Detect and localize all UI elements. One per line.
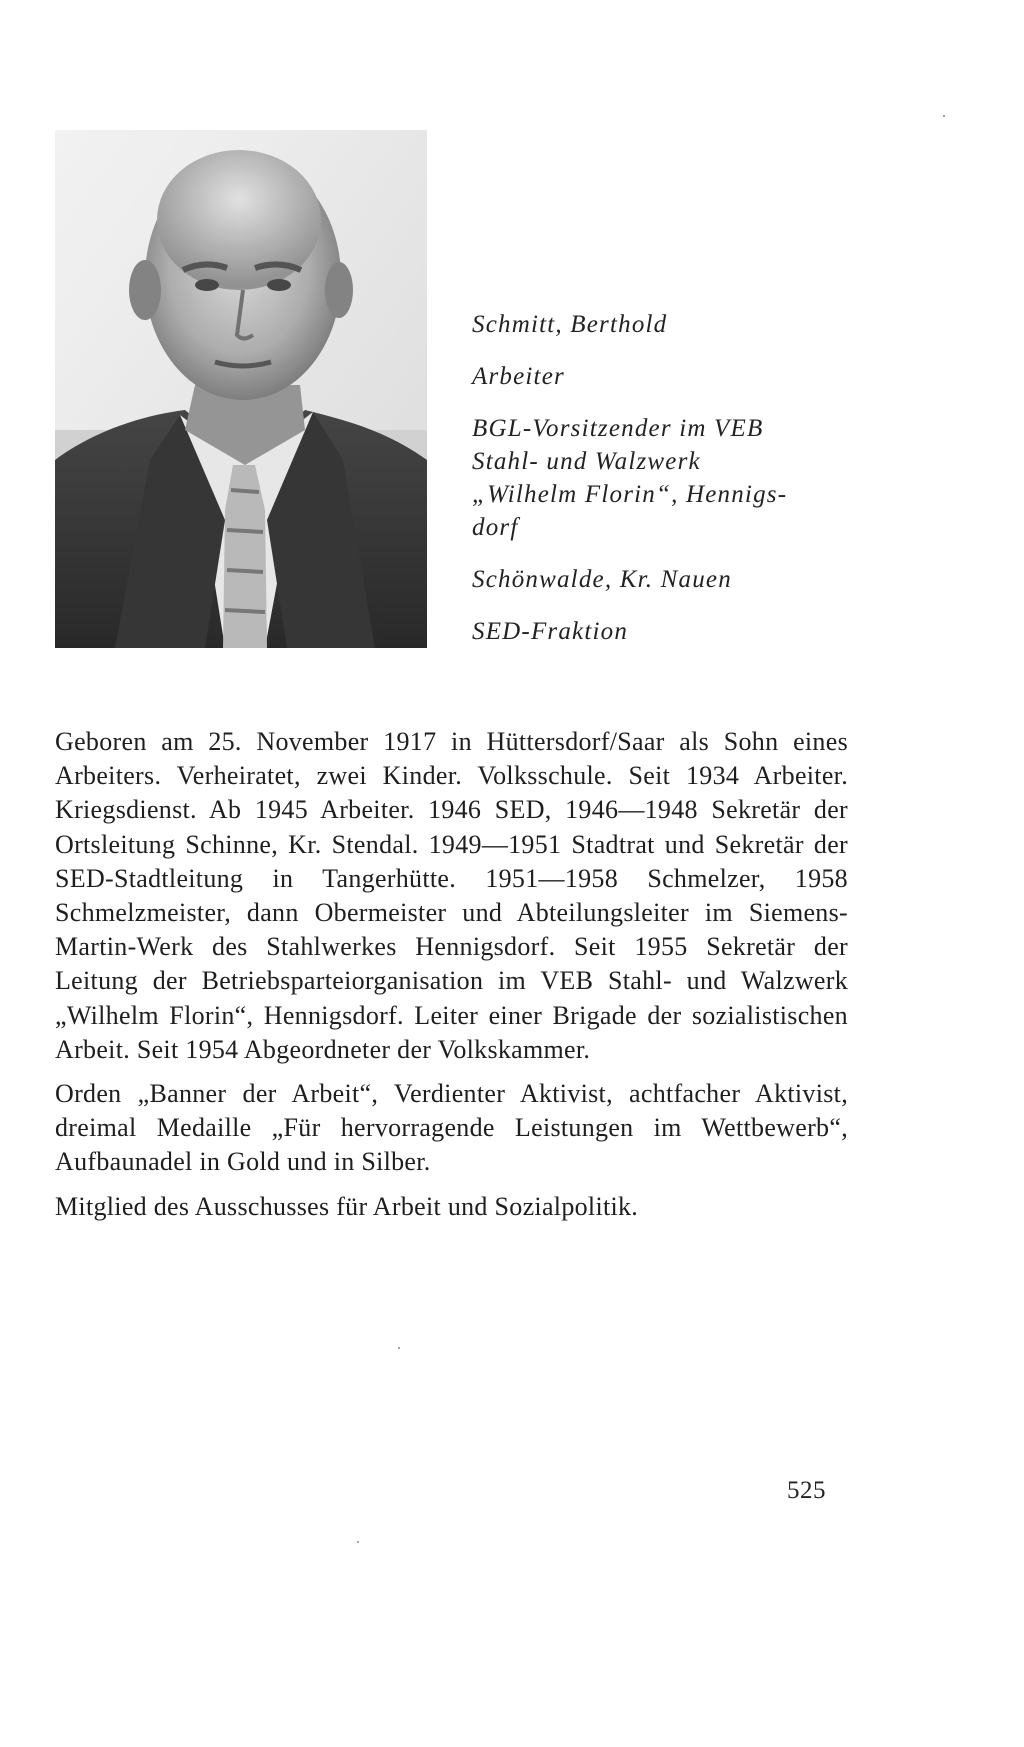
- portrait-photo: [55, 130, 427, 648]
- print-speck: [398, 1347, 400, 1349]
- print-speck: [943, 115, 945, 117]
- print-speck: [357, 1541, 359, 1543]
- person-residence: Schönwalde, Kr. Nauen: [472, 566, 732, 593]
- awards-paragraph: Orden „Banner der Arbeit“, Verdienter Aktivist, achtfacher Aktivist, dreimal Medaille „Für hervorragende Leistungen im Wettbewerb“, Aufbaunadel in Gold und in Silber.: [55, 1079, 848, 1177]
- position-line: „Wilhelm Florin“, Hennigs-: [472, 481, 788, 508]
- person-occupation: Arbeiter: [472, 363, 565, 390]
- committee-paragraph: Mitglied des Ausschusses für Arbeit und Sozialpolitik.: [55, 1191, 639, 1221]
- biography-paragraph: Geboren am 25. November 1917 in Hüttersdorf/Saar als Sohn eines Arbeiters. Verheiratet, zwei Kinder. Volksschule. Seit 1934 Arbeiter. Kriegsdienst. Ab 1945 Arbeiter. 1946 SED, 1946—1948 Sekretär der Ortsleitung Schinne, Kr. Stendal. 1949—1951 Stadtrat und Sekretär der SED-Stadtleitung in Tangerhütte. 1951—1958 Schmelzer, 1958 Schmelzmeister, dann Obermeister und Abteilungsleiter im Siemens-Martin-Werk des Stahlwerkes Hennigsdorf. Seit 1955 Sekretär der Leitung der Betriebsparteiorganisation im VEB Stahl- und Walzwerk „Wilhelm Florin“, Hennigsdorf. Leiter einer Brigade der sozialistischen Arbeit. Seit 1954 Abgeordneter der Volkskammer.: [55, 727, 848, 1064]
- position-line: Stahl- und Walzwerk: [472, 448, 701, 475]
- biography: [55, 725, 848, 1224]
- person-info: [472, 308, 872, 648]
- page-number: 525: [787, 1477, 826, 1504]
- person-faction: SED-Fraktion: [472, 618, 629, 645]
- person-position: [472, 412, 872, 544]
- position-line: BGL-Vorsitzender im VEB: [472, 415, 764, 442]
- person-name: Schmitt, Berthold: [472, 311, 668, 338]
- position-line: dorf: [472, 514, 519, 541]
